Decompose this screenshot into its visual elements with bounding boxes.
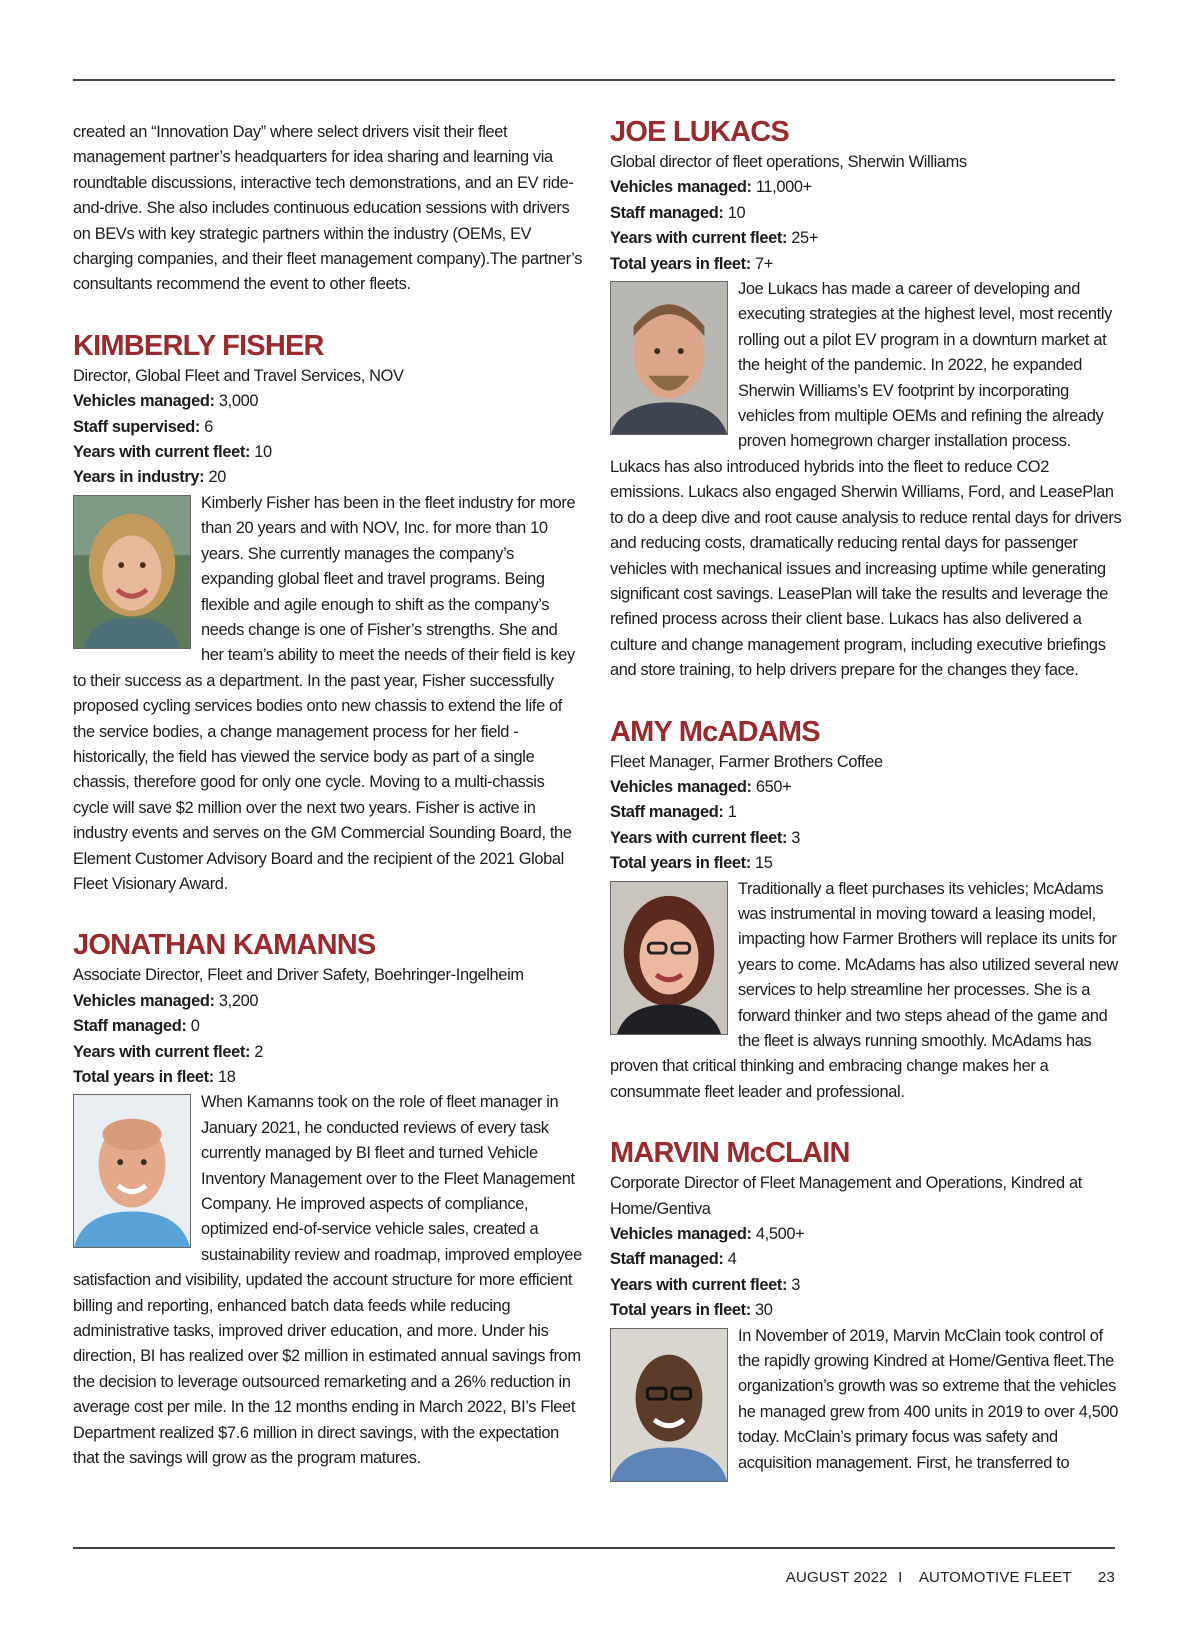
footer-separator: I — [898, 1569, 903, 1586]
profile-name: AMY McADAMS — [610, 715, 820, 748]
stat-row: Vehicles managed: 650+ — [610, 777, 792, 796]
stat-row: Years with current fleet: 3 — [610, 1275, 801, 1294]
profile-title: Associate Director, Fleet and Driver Safety, Boehringer-Ingelheim — [73, 966, 524, 985]
left-column — [73, 120, 583, 1472]
top-rule — [73, 79, 1115, 81]
profile-title: Fleet Manager, Farmer Brothers Coffee — [610, 752, 883, 771]
headshot-photo — [73, 495, 191, 649]
stat-row: Total years in fleet: 7+ — [610, 254, 774, 273]
profile-joe-lukacs — [610, 114, 1122, 684]
issue-date: AUGUST 2022 — [785, 1569, 888, 1586]
headshot-photo — [610, 1328, 728, 1482]
stat-row: Staff supervised: 6 — [73, 417, 214, 436]
profile-bio: Traditionally a fleet purchases its vehicles; McAdams was instrumental in moving toward a leasing model, impacting how Farmer Brothers will replace its units for years to come. McAdams has also utilized several new services to help streamline her processes. She is a forward thinker and two steps ahead of the game and the fleet is always running smoothly. McAdams has proven that critical thinking and embracing change makes her a consummate fleet leader and professional. — [610, 879, 1118, 1101]
profile-bio: Joe Lukacs has made a career of developing and executing strategies at the highest level, most recently rolling out a pilot EV program in a downturn market at the height of the pandemic. In 2022, he expanded Sherwin Williams’s EV footprint by incorporating vehicles from multiple OEMs and refining the already proven homegrown charger installation process. Lukacs has also introduced hybrids into the fleet to reduce CO2 emissions. Lukacs also engaged Sherwin Williams, Ford, and LeasePlan to do a deep dive and root cause analysis to reduce rental days for drivers and reducing costs, dramatically reducing rental days for passenger vehicles with mechanical issues and increasing uptime while generating significant cost savings. LeasePlan will take the results and leverage the refined process across their client base. Lukacs has also delivered a culture and change management program, including executive briefings and store training, to help drivers prepare for the changes they face. — [610, 280, 1122, 680]
stat-row: Years with current fleet: 3 — [610, 828, 801, 847]
stat-row: Years with current fleet: 10 — [73, 443, 272, 462]
profile-amy-mcadams — [610, 714, 1122, 1106]
profile-bio: Kimberly Fisher has been in the fleet industry for more than 20 years and with NOV, Inc. for more than 10 years. She currently manages the company’s expanding global fleet and travel programs. Being flexible and agile enough to shift as the company’s needs change is one of Fisher’s strengths. She and her team’s ability to meet the needs of their field is key to their success as a department. In the past year, Fisher successfully proposed cycling services bodies onto new chassis to extend the life of the service bodies, a change management process for her field - historically, the field has viewed the service body as part of a single chassis, therefore good for only one cycle. Moving to a multi-chassis cycle will save $2 million over the next two years. Fisher is active in industry events and serves on the GM Commercial Sounding Board, the Element Customer Advisory Board and the recipient of the 2021 Global Fleet Visionary Award. — [73, 493, 576, 893]
headshot-photo — [610, 881, 728, 1035]
stat-row: Years in industry: 20 — [73, 468, 226, 487]
stat-row: Vehicles managed: 11,000+ — [610, 178, 812, 197]
profile-name: MARVIN McCLAIN — [610, 1137, 850, 1170]
stat-row: Total years in fleet: 30 — [610, 1301, 773, 1320]
stat-row: Total years in fleet: 18 — [73, 1068, 236, 1086]
profile-title: Director, Global Fleet and Travel Services, NOV — [73, 366, 404, 385]
profile-bio: In November of 2019, Marvin McClain took control of the rapidly growing Kindred at Home/Gentiva fleet.The organization’s growth was so extreme that the vehicles he managed grew from 400 units in 2019 to over 4,500 today. McClain’s primary focus was safety and acquisition management. First, he transferred to — [738, 1326, 1118, 1472]
right-column — [610, 114, 1122, 1484]
profile-title: Global director of fleet operations, Sherwin Williams — [610, 153, 967, 171]
profile-kimberly-fisher — [73, 328, 583, 898]
headshot-photo — [610, 281, 728, 435]
stat-row: Staff managed: 10 — [610, 203, 746, 222]
profile-name: JOE LUKACS — [610, 116, 789, 148]
page-number: 23 — [1097, 1569, 1115, 1586]
page-footer — [780, 1569, 1115, 1586]
profile-title: Corporate Director of Fleet Management and Operations, Kindred at Home/Gentiva — [610, 1174, 1082, 1218]
profile-name: KIMBERLY FISHER — [73, 329, 324, 362]
stat-row: Total years in fleet: 15 — [610, 854, 773, 873]
headshot-photo — [73, 1094, 191, 1248]
profile-marvin-mcclain — [610, 1135, 1122, 1476]
stat-row: Vehicles managed: 3,000 — [73, 392, 259, 411]
stat-row: Staff managed: 1 — [610, 803, 737, 822]
profile-bio: When Kamanns took on the role of fleet manager in January 2021, he conducted reviews of every task currently managed by BI fleet and turned Vehicle Inventory Management over to the Fleet Management Company. He improved aspects of compliance, optimized end-of-service vehicle sales, created a sustainability review and roadmap, improved employee satisfaction and visibility, updated the account structure for more efficient billing and reporting, enhanced batch data feeds while reducing administrative tasks, improved driver education, and more. Under his direction, BI has realized over $2 million in estimated annual savings from the decision to leverage outsourced remarketing and a 26% reduction in average cost per mile. In the 12 months ending in March 2022, BI’s Fleet Department realized $7.6 million in direct savings, with the expectation that the savings will grow as the program matures. — [73, 1093, 582, 1468]
stat-row: Staff managed: 4 — [610, 1250, 737, 1269]
stat-row: Years with current fleet: 2 — [73, 1042, 264, 1061]
stat-row: Years with current fleet: 25+ — [610, 229, 819, 248]
stat-row: Vehicles managed: 3,200 — [73, 991, 259, 1010]
intro-paragraph: created an “Innovation Day” where select drivers visit their fleet management partner’s headquarters for idea sharing and learning via roundtable discussions, interactive tech demonstrations, and an EV ride-and-drive. She also includes continuous education sessions with drivers on BEVs with key strategic partners within the industry (OEMs, EV charging companies, and their fleet management company).The partner’s consultants recommend the event to other fleets. — [73, 123, 583, 294]
stat-row: Staff managed: 0 — [73, 1017, 200, 1036]
publication-name: AUTOMOTIVE FLEET — [918, 1569, 1072, 1586]
bottom-rule — [73, 1547, 1115, 1549]
profile-name: JONATHAN KAMANNS — [73, 929, 376, 962]
profile-jonathan-kamanns — [73, 927, 583, 1471]
stat-row: Vehicles managed: 4,500+ — [610, 1225, 805, 1244]
